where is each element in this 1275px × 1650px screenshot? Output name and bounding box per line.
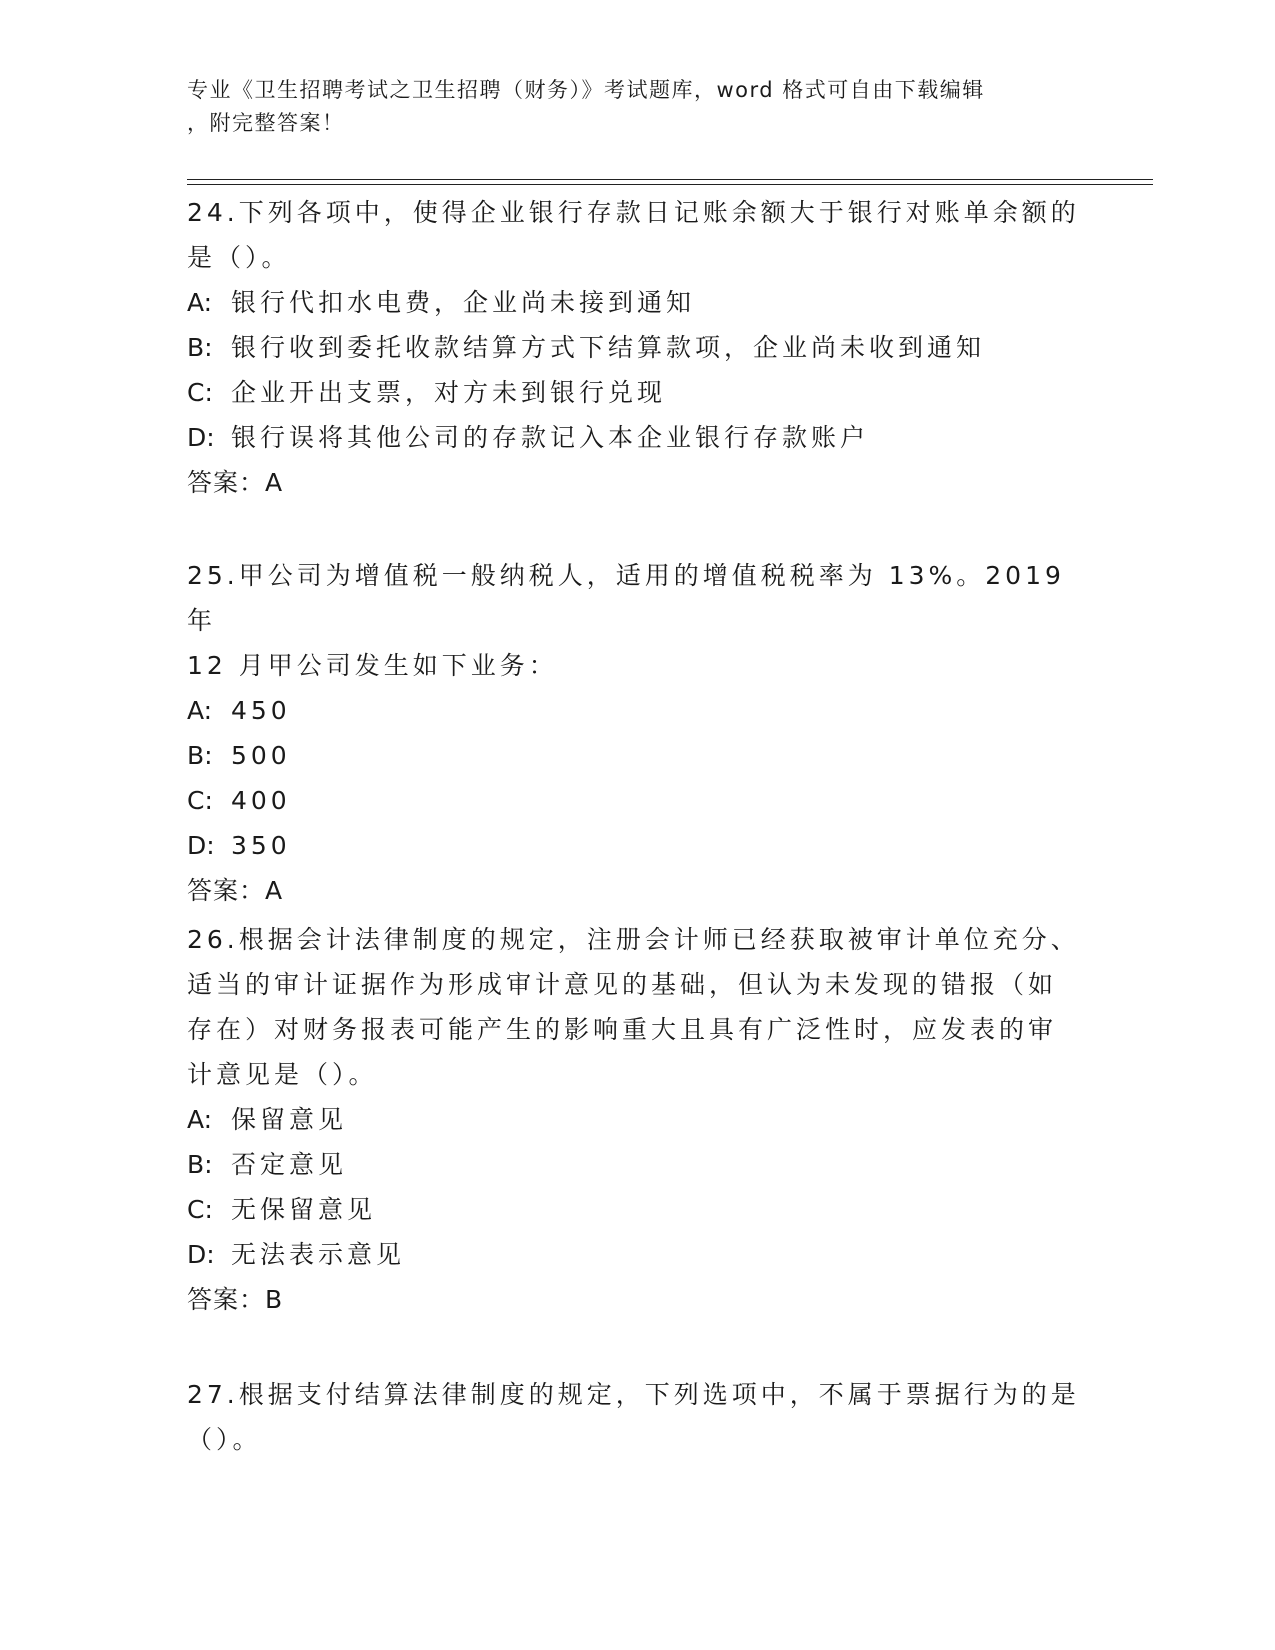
option-a xyxy=(187,280,1087,325)
option-d xyxy=(187,1232,1087,1277)
option-letter: A: xyxy=(187,696,213,725)
option-letter: D: xyxy=(187,423,215,452)
option-letter: C: xyxy=(187,786,213,815)
stem-line: （）。 xyxy=(187,1425,262,1454)
answer-line xyxy=(187,1277,1087,1322)
option-text: 银行代扣水电费，企业尚未接到通知 xyxy=(231,288,696,317)
option-d xyxy=(187,823,1087,868)
option-a xyxy=(187,1097,1087,1142)
option-text: 否定意见 xyxy=(231,1150,348,1179)
stem-line: 12 月甲公司发生如下业务： xyxy=(187,651,558,680)
question-stem xyxy=(187,190,1087,280)
option-text: 无法表示意见 xyxy=(231,1240,406,1269)
option-a xyxy=(187,688,1087,733)
question-25 xyxy=(187,553,1087,913)
answer-line xyxy=(187,868,1087,913)
stem-line: 26.根据会计法律制度的规定，注册会计师已经获取被审计单位充分、 xyxy=(187,925,1080,954)
header-divider-top xyxy=(187,179,1153,180)
header-divider-bottom xyxy=(187,184,1153,185)
document-header xyxy=(187,74,1067,140)
option-b xyxy=(187,733,1087,778)
answer-label: 答案： xyxy=(187,1285,266,1314)
option-letter: D: xyxy=(187,1240,215,1269)
question-stem xyxy=(187,1372,1087,1462)
option-text: 400 xyxy=(231,786,291,815)
question-stem xyxy=(187,553,1087,688)
option-letter: B: xyxy=(187,333,213,362)
question-27 xyxy=(187,1372,1087,1462)
stem-line: 25.甲公司为增值税一般纳税人，适用的增值税税率为 13%。2019 年 xyxy=(187,561,1065,635)
answer-value: A xyxy=(265,468,284,497)
option-text: 350 xyxy=(231,831,291,860)
stem-line: 适当的审计证据作为形成审计意见的基础，但认为未发现的错报（如 xyxy=(187,970,1058,999)
option-c xyxy=(187,1187,1087,1232)
option-text: 银行收到委托收款结算方式下结算款项，企业尚未收到通知 xyxy=(231,333,986,362)
option-b xyxy=(187,325,1087,370)
option-letter: A: xyxy=(187,1105,213,1134)
option-letter: B: xyxy=(187,741,213,770)
option-b xyxy=(187,1142,1087,1187)
option-text: 450 xyxy=(231,696,291,725)
stem-line: 27.根据支付结算法律制度的规定，下列选项中，不属于票据行为的是 xyxy=(187,1380,1080,1409)
question-stem xyxy=(187,917,1087,1097)
option-text: 无保留意见 xyxy=(231,1195,377,1224)
question-24 xyxy=(187,190,1087,505)
option-text: 500 xyxy=(231,741,291,770)
option-text: 保留意见 xyxy=(231,1105,348,1134)
stem-line: 24.下列各项中，使得企业银行存款日记账余额大于银行对账单余额的 xyxy=(187,198,1080,227)
header-line-1: 专业《卫生招聘考试之卫生招聘（财务）》考试题库，word 格式可自由下载编辑 xyxy=(187,78,985,102)
answer-line xyxy=(187,460,1087,505)
answer-label: 答案： xyxy=(187,468,266,497)
option-letter: D: xyxy=(187,831,215,860)
answer-label: 答案： xyxy=(187,876,266,905)
option-letter: C: xyxy=(187,378,213,407)
option-text: 企业开出支票，对方未到银行兑现 xyxy=(231,378,667,407)
option-c xyxy=(187,370,1087,415)
option-letter: B: xyxy=(187,1150,213,1179)
stem-line: 是（）。 xyxy=(187,243,291,272)
option-d xyxy=(187,415,1087,460)
stem-line: 存在）对财务报表可能产生的影响重大且具有广泛性时，应发表的审 xyxy=(187,1015,1058,1044)
header-line-2: ，附完整答案！ xyxy=(187,111,345,135)
stem-line: 计意见是（）。 xyxy=(187,1060,378,1089)
question-26 xyxy=(187,917,1087,1322)
option-text: 银行误将其他公司的存款记入本企业银行存款账户 xyxy=(231,423,870,452)
option-letter: A: xyxy=(187,288,213,317)
answer-value: A xyxy=(265,876,284,905)
option-letter: C: xyxy=(187,1195,213,1224)
option-c xyxy=(187,778,1087,823)
answer-value: B xyxy=(265,1285,284,1314)
